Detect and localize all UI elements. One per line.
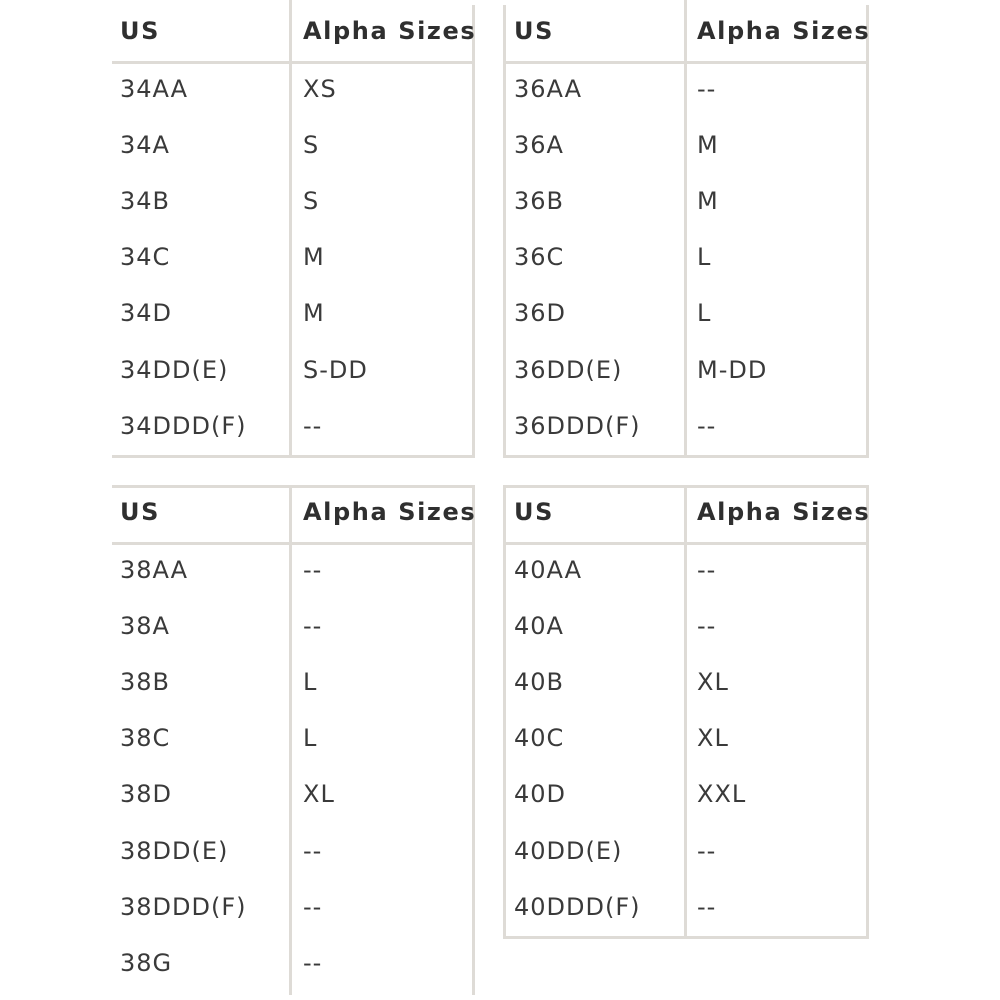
us-size-cell: 40B	[514, 668, 565, 696]
us-size-cell: 40A	[514, 612, 564, 640]
us-size-cell: 34B	[120, 187, 171, 215]
alpha-size-cell: S	[303, 131, 320, 159]
us-size-cell: 36AA	[514, 75, 583, 103]
us-size-cell: 38A	[120, 612, 170, 640]
alpha-size-cell: --	[697, 556, 717, 584]
alpha-size-cell: --	[303, 893, 323, 921]
header-alpha-sizes: Alpha Sizes	[697, 17, 871, 45]
table-border	[503, 487, 506, 939]
alpha-size-cell: --	[303, 949, 323, 977]
us-size-cell: 40DD(E)	[514, 837, 623, 865]
us-size-cell: 36DDD(F)	[514, 412, 641, 440]
us-size-cell: 34AA	[120, 75, 189, 103]
us-size-cell: 34C	[120, 243, 171, 271]
alpha-size-cell: XL	[697, 668, 729, 696]
table-bottom-rule	[503, 936, 869, 939]
alpha-size-cell: M	[697, 131, 719, 159]
alpha-size-cell: S	[303, 187, 320, 215]
us-size-cell: 36A	[514, 131, 564, 159]
us-size-cell: 38D	[120, 780, 173, 808]
table-divider	[684, 487, 687, 939]
us-size-cell: 38B	[120, 668, 171, 696]
header-rule	[503, 542, 869, 545]
us-size-cell: 34DDD(F)	[120, 412, 247, 440]
us-size-cell: 36DD(E)	[514, 356, 623, 384]
header-us: US	[514, 498, 554, 526]
header-alpha-sizes: Alpha Sizes	[303, 17, 477, 45]
alpha-size-cell: --	[697, 412, 717, 440]
us-size-cell: 34DD(E)	[120, 356, 229, 384]
us-size-cell: 38DDD(F)	[120, 893, 247, 921]
alpha-size-cell: --	[303, 412, 323, 440]
us-size-cell: 34A	[120, 131, 170, 159]
header-us: US	[120, 498, 160, 526]
us-size-cell: 38AA	[120, 556, 189, 584]
alpha-size-cell: L	[303, 668, 318, 696]
alpha-size-cell: L	[303, 724, 318, 752]
alpha-size-cell: M-DD	[697, 356, 768, 384]
us-size-cell: 38G	[120, 949, 173, 977]
header-alpha-sizes: Alpha Sizes	[697, 498, 871, 526]
us-size-cell: 36C	[514, 243, 565, 271]
alpha-size-cell: S-DD	[303, 356, 368, 384]
alpha-size-cell: XL	[303, 780, 335, 808]
alpha-size-cell: M	[303, 243, 325, 271]
alpha-size-cell: L	[697, 299, 712, 327]
alpha-size-cell: L	[697, 243, 712, 271]
alpha-size-cell: --	[697, 893, 717, 921]
us-size-cell: 34D	[120, 299, 173, 327]
alpha-size-cell: XS	[303, 75, 337, 103]
header-us: US	[514, 17, 554, 45]
alpha-size-cell: XL	[697, 724, 729, 752]
us-size-cell: 36B	[514, 187, 565, 215]
us-size-cell: 38DD(E)	[120, 837, 229, 865]
alpha-size-cell: XXL	[697, 780, 747, 808]
us-size-cell: 38C	[120, 724, 171, 752]
us-size-cell: 40DDD(F)	[514, 893, 641, 921]
us-size-cell: 36D	[514, 299, 567, 327]
header-us: US	[120, 17, 160, 45]
alpha-size-cell: M	[303, 299, 325, 327]
us-size-cell: 40AA	[514, 556, 583, 584]
alpha-size-cell: --	[303, 837, 323, 865]
alpha-size-cell: --	[697, 837, 717, 865]
header-alpha-sizes: Alpha Sizes	[303, 498, 477, 526]
us-size-cell: 40D	[514, 780, 567, 808]
alpha-size-cell: --	[697, 612, 717, 640]
alpha-size-cell: --	[303, 612, 323, 640]
alpha-size-cell: --	[303, 556, 323, 584]
table-top-rule	[503, 485, 869, 488]
us-size-cell: 40C	[514, 724, 565, 752]
alpha-size-cell: M	[697, 187, 719, 215]
alpha-size-cell: --	[697, 75, 717, 103]
table-border	[866, 487, 869, 939]
